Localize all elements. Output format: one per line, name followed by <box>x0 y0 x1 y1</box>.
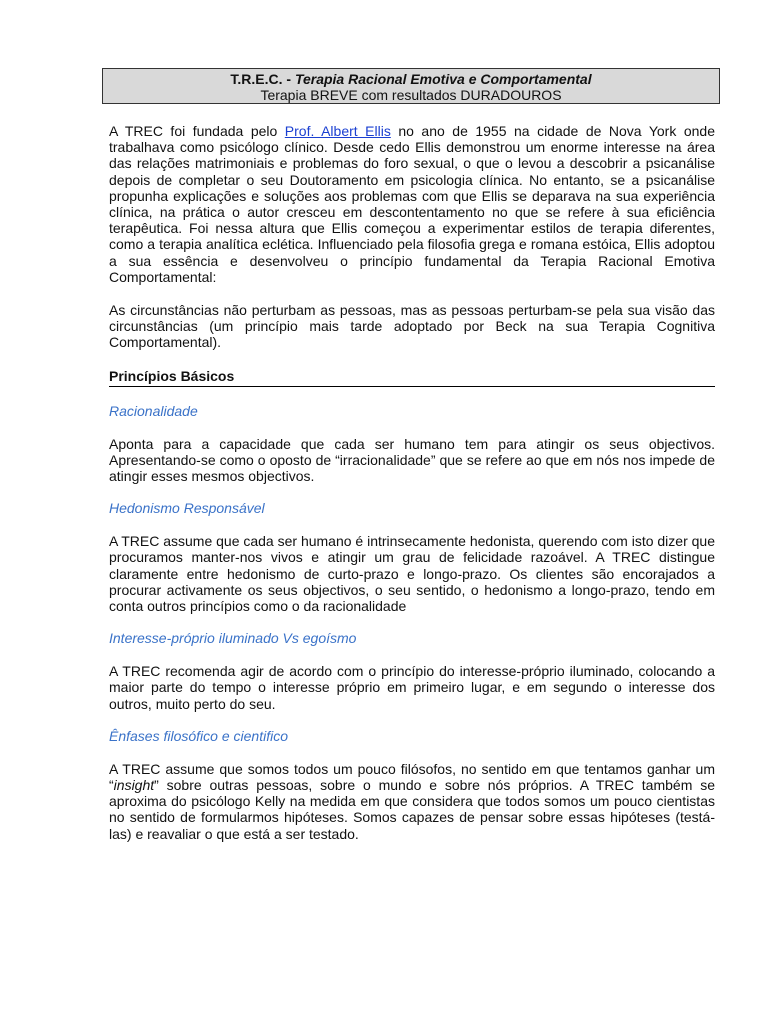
intro-paragraph <box>109 123 715 285</box>
intro-text-rest: no ano de 1955 na cidade de Nova York onde trabalhava como psicólogo clínico. Desde cedo Ellis demonstrou um enorme interesse na área das relações matrimoniais e problemas do foro sexual, o que o levou a descobrir a psicanálise depois de completar o seu Doutoramento em psicologia clínica. No entanto, se a psicanálise propunha explicações e soluções aos problemas com que Ellis se deparava na sua experiência clínica, na prática o autor cresceu em descontentamento no que se refere à sua eficiência terapêutica. Foi nessa altura que Ellis começou a experimentar estilos de terapia diferentes, como a terapia analítica eclética. Influenciado pela filosofia grega e romana estóica, Ellis adoptou a sua essência e desenvolveu o princípio fundamental da Terapia Racional Emotiva Comportamental: <box>109 123 715 285</box>
intro-text-start: A TREC foi fundada pelo <box>109 123 285 139</box>
enfases-paragraph <box>109 761 715 842</box>
title-italic: Terapia Racional Emotiva e Comportamental <box>294 71 592 87</box>
subheading-hedonismo: Hedonismo Responsável <box>109 500 265 517</box>
quote-paragraph: As circunstâncias não perturbam as pessoas, mas as pessoas perturbam-se pela sua visão das circunstâncias (um princípio mais tarde adoptado por Beck na sua Terapia Cognitiva Comportamental). <box>109 302 715 351</box>
document-title <box>103 71 719 87</box>
hedonismo-paragraph: A TREC assume que cada ser humano é intrinsecamente hedonista, querendo com isto dizer que procuramos manter-nos vivos e atingir um grau de felicidade razoável. A TREC distingue claramente entre hedonismo de curto-prazo e longo-prazo. Os clientes são encorajados a procurar activamente os seus objectivos, o seu sentido, o hedonismo a longo-prazo, tendo em conta outros princípios como o da racionalidade <box>109 533 715 615</box>
title-prefix: T.R.E.C. - <box>230 71 295 87</box>
enfases-text-rest: ” sobre outras pessoas, sobre o mundo e sobre nós próprios. A TREC também se aproxima do psicólogo Kelly na medida em que considera que todos somos um pouco cientistas no sentido de formularmos hipóteses. Somos capazes de pensar sobre essas hipóteses (testá-las) e reavaliar o que está a ser testado. <box>109 777 715 842</box>
subheading-racionalidade: Racionalidade <box>109 402 198 419</box>
interesse-paragraph: A TREC recomenda agir de acordo com o princípio do interesse-próprio iluminado, colocando a maior parte do tempo o interesse próprio em primeiro lugar, e em segundo o interesse dos outros, muito perto do seu. <box>109 663 715 712</box>
albert-ellis-link[interactable]: Prof. Albert Ellis <box>284 123 391 139</box>
title-box <box>102 68 720 104</box>
subheading-interesse: Interesse-próprio iluminado Vs egoísmo <box>109 630 357 647</box>
insight-word: insight <box>113 777 155 794</box>
document-subtitle: Terapia BREVE com resultados DURADOUROS <box>260 87 562 103</box>
document-page <box>109 68 715 842</box>
racionalidade-paragraph: Aponta para a capacidade que cada ser humano tem para atingir os seus objectivos. Apresentando-se como o oposto de “irracionalidade” que se refere ao que em nós nos impede de atingir esses mesmos objectivos. <box>109 435 715 485</box>
enfases-text-start: A TREC assume que somos todos um pouco filósofos, no sentido em que tentamos ganhar um “ <box>109 760 715 794</box>
section-heading-principios: Princípios Básicos <box>109 368 715 387</box>
subheading-enfases: Ênfases filosófico e cientifico <box>109 727 288 744</box>
